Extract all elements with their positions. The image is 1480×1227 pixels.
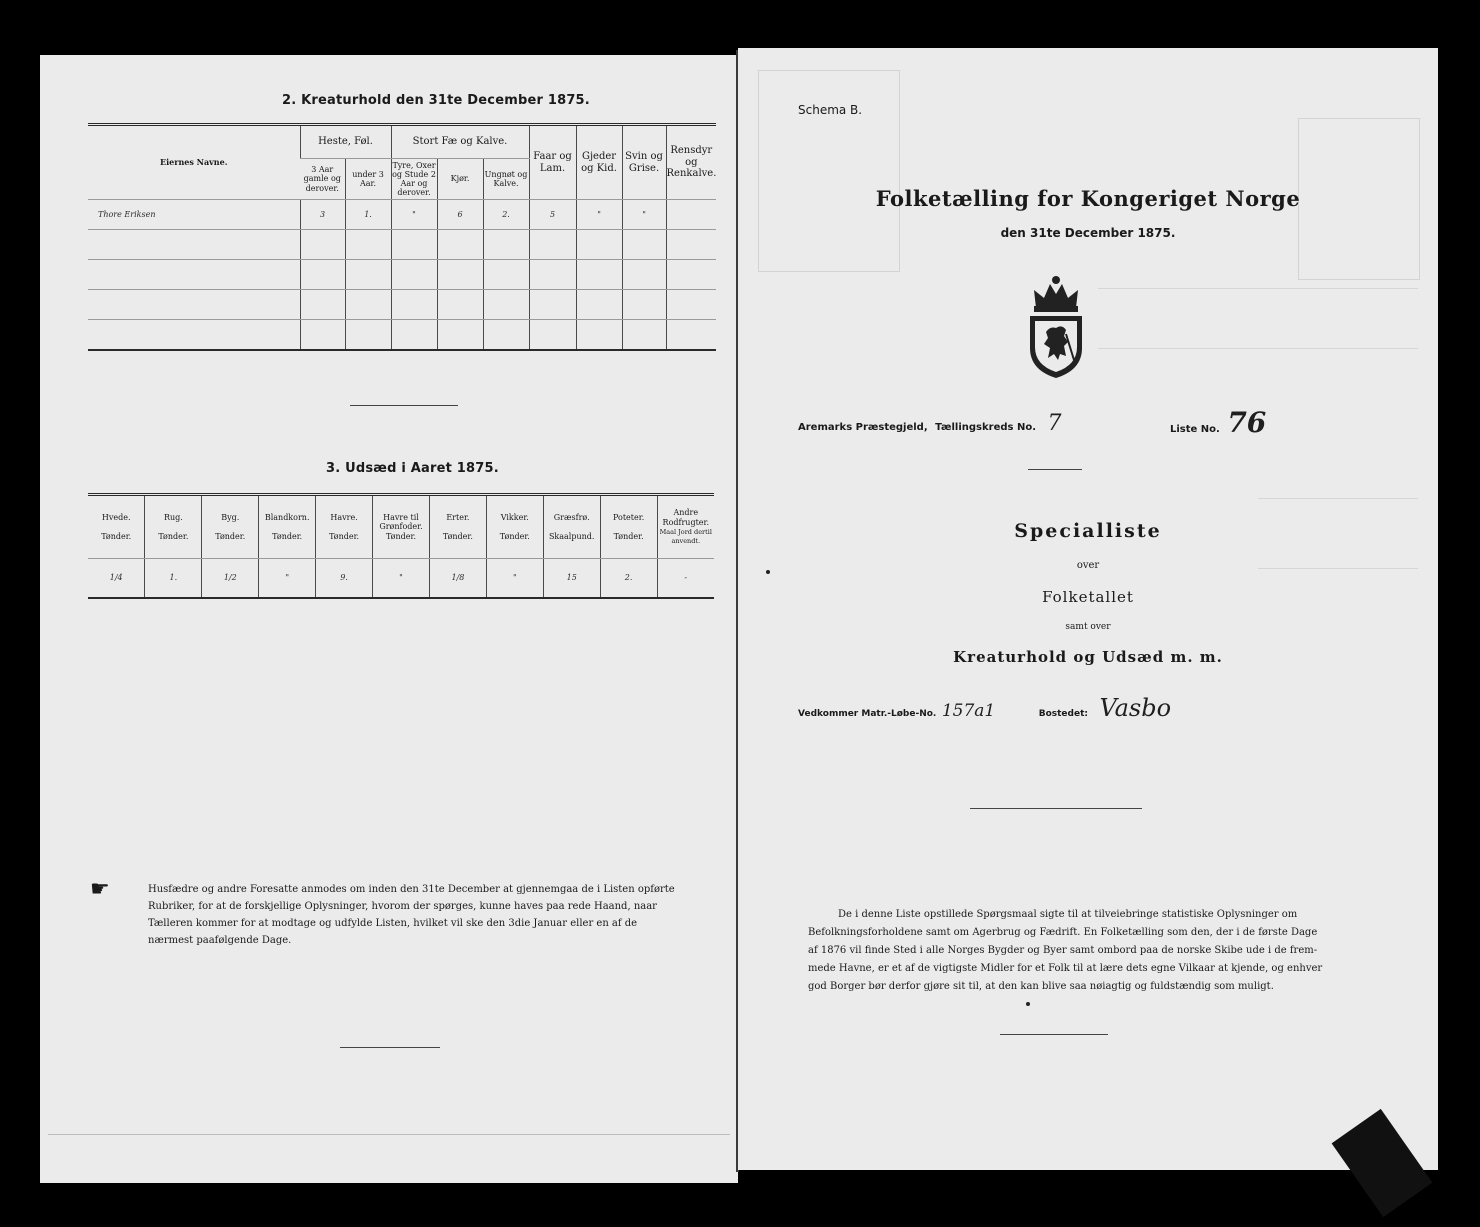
sheep-header: Faar og Lam. xyxy=(529,125,576,200)
notice-line: Husfædre og andre Foresatte anmodes om inden den 31te December at gjennemgaa de i Listen opførte xyxy=(148,884,675,895)
seed-value: 1/2 xyxy=(202,559,259,599)
left-page xyxy=(40,55,738,1183)
crop-header: Andre Rodfrugter. Maal Jord dertil anvendt. xyxy=(657,495,714,559)
livestock-table xyxy=(88,123,716,351)
table-row xyxy=(88,260,716,290)
seed-value: - xyxy=(657,559,714,599)
coat-of-arms-icon xyxy=(1020,274,1092,382)
section3-title: 3. Udsæd i Aaret 1875. xyxy=(326,461,499,476)
owner-cell: Thore Eriksen xyxy=(88,200,300,230)
pigs-cell: " xyxy=(622,200,666,230)
cattle-young-cell: 2. xyxy=(483,200,529,230)
sheep-cell: 5 xyxy=(529,200,576,230)
special-list-title: Specialliste xyxy=(1014,520,1162,542)
table-row xyxy=(88,320,716,351)
crop-header: Rug. Tønder. xyxy=(145,495,202,559)
table-row xyxy=(88,559,714,599)
bleed-through xyxy=(1258,498,1418,499)
goats-header: Gjeder og Kid. xyxy=(576,125,622,200)
samt-over-text: samt over xyxy=(1065,622,1111,632)
intro-line: god Borger bør derfor gjøre sit til, at den kan blive saa nøiagtig og fuldstændig som muligt. xyxy=(808,981,1274,992)
bleed-through xyxy=(1098,288,1418,289)
crop-header: Vikker. Tønder. xyxy=(486,495,543,559)
list-value: 76 xyxy=(1227,406,1267,439)
list-label: Liste No. xyxy=(1170,424,1220,435)
table-row xyxy=(88,200,716,230)
intro-text xyxy=(808,906,1348,996)
goats-cell: " xyxy=(576,200,622,230)
separator xyxy=(1028,469,1082,470)
cattle-header: Stort Fæ og Kalve. xyxy=(391,125,529,159)
list-line xyxy=(1170,406,1266,439)
seed-table xyxy=(88,493,714,599)
cattle-bulls-cell: " xyxy=(391,200,437,230)
horses-old-cell: 3 xyxy=(300,200,345,230)
crop-header: Byg. Tønder. xyxy=(202,495,259,559)
crop-header: Havre. Tønder. xyxy=(316,495,373,559)
pigs-header: Svin og Grise. xyxy=(622,125,666,200)
schema-label: Schema B. xyxy=(798,103,863,117)
crop-header: Erter. Tønder. xyxy=(429,495,486,559)
crop-header: Havre til Grønfoder. Tønder. xyxy=(373,495,430,559)
seed-value: " xyxy=(373,559,430,599)
owner-header: Eiernes Navne. xyxy=(88,125,300,200)
seed-value: 1/4 xyxy=(88,559,145,599)
bosted-value: Vasbo xyxy=(1099,694,1172,722)
intro-line: De i denne Liste opstillede Spørgsmaal sigte til at tilveiebringe statistiske Oplysninger om xyxy=(838,909,1298,920)
seed-value: 1/8 xyxy=(429,559,486,599)
seed-value: 2. xyxy=(600,559,657,599)
matr-value: 157a1 xyxy=(941,701,996,721)
separator xyxy=(1000,1034,1108,1035)
horses-old-header: 3 Aar gamle og derover. xyxy=(300,159,345,200)
section2-title: 2. Kreaturhold den 31te December 1875. xyxy=(282,93,590,108)
crop-header: Græsfrø. Skaalpund. xyxy=(543,495,600,559)
separator xyxy=(970,808,1142,809)
table-row xyxy=(88,290,716,320)
separator xyxy=(340,1047,440,1048)
notice-line: Rubriker, for at de forskjellige Oplysninger, hvorom der spørges, kunne haves paa rede Haand, naar xyxy=(148,901,657,912)
seed-value: 9. xyxy=(316,559,373,599)
notice xyxy=(90,877,710,949)
cattle-bulls-header: Tyre, Oxer og Stude 2 Aar og derover. xyxy=(391,159,437,200)
bleed-through xyxy=(1098,348,1418,349)
cattle-cows-header: Kjør. xyxy=(437,159,483,200)
bleed-through xyxy=(758,70,900,272)
seed-value: " xyxy=(259,559,316,599)
reindeer-cell xyxy=(666,200,716,230)
notice-line: nærmest paafølgende Dage. xyxy=(148,935,292,946)
page-title: Folketælling for Kongeriget Norge xyxy=(875,186,1301,211)
separator xyxy=(350,405,458,406)
pointing-hand-icon: ☛ xyxy=(90,877,110,902)
ink-dot xyxy=(766,570,770,574)
seed-value: " xyxy=(486,559,543,599)
census-date: den 31te December 1875. xyxy=(1000,226,1176,240)
crop-header: Blandkorn. Tønder. xyxy=(259,495,316,559)
seed-value: 15 xyxy=(543,559,600,599)
matr-label: Vedkommer Matr.-Løbe-No. xyxy=(798,709,937,719)
cattle-cows-cell: 6 xyxy=(437,200,483,230)
notice-line: Tælleren kommer for at modtage og udfylde Listen, hvilket vil ske den 3die Januar eller en af de xyxy=(148,918,638,929)
parish-label: Aremarks Præstegjeld, xyxy=(798,422,928,433)
district-line xyxy=(798,411,1061,436)
circuit-value: 7 xyxy=(1047,411,1062,436)
circuit-label: Tællingskreds No. xyxy=(935,422,1036,433)
bosted-label: Bostedet: xyxy=(1038,709,1088,719)
crop-header: Poteter. Tønder. xyxy=(600,495,657,559)
cattle-young-header: Ungnøt og Kalve. xyxy=(483,159,529,200)
horses-header: Heste, Føl. xyxy=(300,125,391,159)
subtitle: Kreaturhold og Udsæd m. m. xyxy=(953,648,1223,666)
intro-line: mede Havne, er et af de vigtigste Midler for et Folk til at lære dets egne Vilkaar at kjende, og enhver xyxy=(808,963,1323,974)
intro-line: af 1876 vil finde Sted i alle Norges Bygder og Byer samt ombord paa de norske Skibe ude i de frem- xyxy=(808,945,1318,956)
over-text: over xyxy=(1076,560,1100,571)
ink-dot xyxy=(1026,1002,1030,1006)
crop-header: Hvede. Tønder. xyxy=(88,495,145,559)
intro-line: Befolkningsforholdene samt om Agerbrug og Fædrift. En Folketælling som den, der i de første Dage xyxy=(808,927,1318,938)
horses-young-cell: 1. xyxy=(345,200,391,230)
right-page xyxy=(738,48,1438,1170)
reindeer-header: Rensdyr og Renkalve. xyxy=(666,125,716,200)
table-row xyxy=(88,230,716,260)
folketallet-text: Folketallet xyxy=(1042,588,1134,606)
property-line xyxy=(798,694,1171,722)
horses-young-header: under 3 Aar. xyxy=(345,159,391,200)
seed-value: 1. xyxy=(145,559,202,599)
